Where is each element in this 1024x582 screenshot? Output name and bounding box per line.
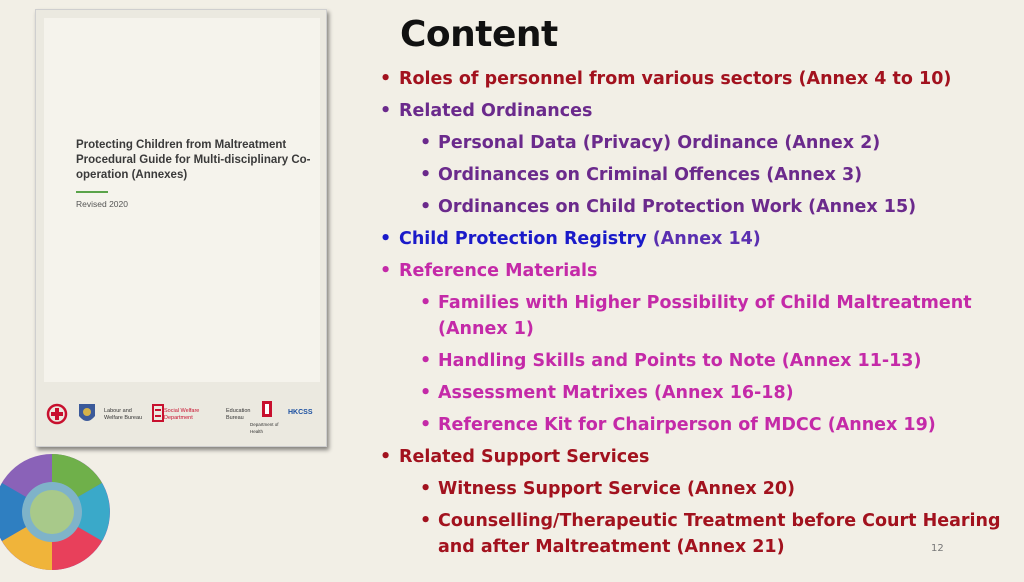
list-item: • Counselling/Therapeutic Treatment before Court Hearing and after Maltreatment (Annex 21) <box>420 511 1001 557</box>
logo-education: Education Bureau <box>226 408 251 421</box>
list-item: • Ordinances on Criminal Offences (Annex 3) <box>420 165 863 185</box>
cover-revised: Revised 2020 <box>76 199 128 209</box>
list-item: • Handling Skills and Points to Note (Annex 11-13) <box>420 351 922 371</box>
logo-social-welfare: Social Welfare Department <box>164 408 200 421</box>
hksar-emblem-icon <box>46 402 68 426</box>
cooperation-wheel-icon <box>0 442 122 582</box>
list-item: • Personal Data (Privacy) Ordinance (Annex 2) <box>420 133 881 153</box>
dh-mark-icon <box>260 400 274 420</box>
swd-mark-icon <box>152 404 164 422</box>
cover-thumbnail <box>35 9 327 447</box>
list-item: • Roles of personnel from various sectors (Annex 4 to 10) <box>380 69 952 89</box>
list-item: • Related Support Services <box>380 447 650 467</box>
logo-labour-welfare: Labour and Welfare Bureau <box>104 408 143 421</box>
list-item: • Ordinances on Child Protection Work (Annex 15) <box>420 197 917 217</box>
cover-title: Protecting Children from Maltreatment Procedural Guide for Multi-disciplinary Co-operation (Annexes) <box>76 139 311 181</box>
list-item: • Child Protection Registry (Annex 14) <box>380 229 761 249</box>
list-item: • Reference Kit for Chairperson of MDCC (Annex 19) <box>420 415 936 435</box>
list-item: • Reference Materials <box>380 261 598 281</box>
logo-hkcss: HKCSS <box>288 409 313 416</box>
logo-health: Department of Health <box>250 422 279 434</box>
police-crest-icon <box>76 400 98 428</box>
list-item: • Related Ordinances <box>380 101 593 121</box>
content-list <box>380 66 1020 566</box>
list-item: • Assessment Matrixes (Annex 16-18) <box>420 383 794 403</box>
cover-page <box>44 18 320 382</box>
cover-divider <box>76 191 108 193</box>
page-title: Content <box>400 14 558 55</box>
list-item: • Families with Higher Possibility of Child Maltreatment (Annex 1) <box>420 293 972 339</box>
page-number: 12 <box>931 543 944 554</box>
list-item: • Witness Support Service (Annex 20) <box>420 479 796 499</box>
logo-strip <box>42 394 320 434</box>
